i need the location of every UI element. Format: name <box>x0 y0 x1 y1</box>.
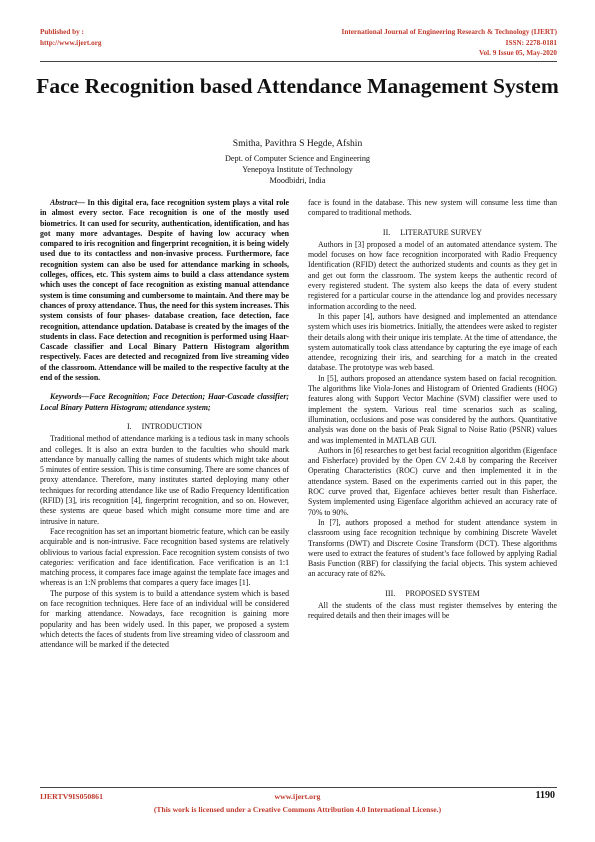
proposed-paragraph: All the students of the class must register themselves by entering the required details and then their images will be <box>308 600 557 621</box>
publisher-label: Published by : <box>40 28 84 36</box>
volume-label: Vol. 9 Issue 05, May-2020 <box>478 49 557 57</box>
license-notice: (This work is licensed under a Creative Commons Attribution 4.0 International License.) <box>153 805 442 814</box>
journal-name: International Journal of Engineering Research & Technology (IJERT) <box>341 28 557 36</box>
page-number: 1190 <box>535 790 555 801</box>
literature-paragraph: In [5], authors proposed an attendance system based on facial recognition. The algorithms like Viola-Jones and Histogram of Oriented Gradients (HOG) features along with Support Vector Machine (SVM) classifier were used to implement the system. Various real time scenarios such as scaling, illumination, occlusions and pose was considered by the authors. Quantitative analysis was done on the basis of Peak Signal to Noise Ratio (PSNR) values and was implemented in MATLAB GUI. <box>308 373 557 445</box>
literature-paragraph: Authors in [3] proposed a model of an automated attendance system. The model focuses on how face recognition incorporated with Radio Frequency Identification (RFID) detect the authorized students and counts as they get in and get out form the classroom. The system keeps the authentic record of every registered student. The system also keeps the data of every student registered for a particular course in the attendance log and provides necessary information according to the need. <box>308 239 557 311</box>
affiliation-line: Moodbidri, India <box>269 176 326 185</box>
section-heading-introduction: I. INTRODUCTION <box>126 421 203 431</box>
keywords-text: —Face Recognition; Face Detection; Haar-Cascade classifier; Local Binary Pattern Histogram; attendance system; <box>40 392 289 412</box>
keywords <box>40 392 289 413</box>
affiliation-line: Yenepoya Institute of Technology <box>242 165 353 174</box>
footer-divider <box>40 787 557 788</box>
literature-paragraph: Authors in [6] researches to get best facial recognition algorithm (Eigenface and Fisherface) provided by the Open CV 2.4.8 by comparing the Receiver Operating Characteristics (ROC) curve and then implemented it in the attendance system. Based on the experiments carried out in this paper, the ROC curve proved that, Eigenface achieves better result than Fisherface. System implemented using Eigenface algorithm achieved an accuracy rate of 70% to 90%. <box>308 445 557 517</box>
abstract <box>40 198 289 383</box>
paper-id: IJERTV9IS050861 <box>40 792 103 801</box>
footer-site-link[interactable]: www.ijert.org <box>274 792 321 801</box>
affiliation-line: Dept. of Computer Science and Engineering <box>224 154 371 163</box>
intro-continuation: face is found in the database. This new system will consume less time than compared to traditional methods. <box>308 198 557 218</box>
intro-paragraph: Face recognition has set an important biometric feature, which can be easily acquirable and is non-intrusive. Face recognition based systems are relatively oblivious to various facial expression. Face recognition system consists of two categories: verification and face identification. Face verification is an 1:1 matching process, it compares face image against the template face images and whereas is an 1:N problems that compares a query face images [1]. <box>40 526 289 588</box>
paper-title: Face Recognition based Attendance Management System <box>36 74 559 98</box>
paper-authors: Smitha, Pavithra S Hegde, Afshin <box>232 138 363 149</box>
intro-paragraph: Traditional method of attendance marking is a tedious task in many schools and colleges. It is also an extra burden to the faculties who should mark attendance by manually calling the names of students which might take about 5 minutes of entire session. This is time consuming. There are some chances of proxy attendance. Therefore, many institutes started deploying many other techniques for recording attendance like use of Radio Frequency Identification (RFID) [3], iris recognition [4], fingerprint recognition, and so on. However, these systems are queue based which might consume more time and are intrusive in nature. <box>40 434 289 526</box>
right-column <box>308 198 557 622</box>
abstract-text: — In this digital era, face recognition system plays a vital role in almost every sector. Face recognition is one of the mostly used biometrics. It can used for security, authentication, identification, and has got many more advantages. Despite of having low accuracy when compared to iris recognition and fingerprint recognition, it is being widely used due to its contactless and non-invasive process. Furthermore, face recognition system can also be used for attendance marking in schools, colleges, offices, etc. This system aims to build a class attendance system which uses the concept of face recognition as existing manual attendance system is time consuming and cumbersome to maintain. And there may be chances of proxy attendance. Thus, the need for this system increases. This system consists of four phases- database creation, face detection, face recognition, attendance updation. Database is created by the images of the students in class. Face detection and recognition is performed using Haar-Cascade classifier and Local Binary Pattern Histogram algorithm respectively. Faces are detected and recognized from live streaming video of the classroom. Attendance will be mailed to the respective faculty at the end of the session. <box>40 198 289 383</box>
section-heading-literature-survey: II. LITERATURE SURVEY <box>382 227 483 237</box>
header-right <box>342 27 557 59</box>
header-divider <box>40 61 557 62</box>
intro-paragraph: The purpose of this system is to build a attendance system which is based on face recognition techniques. Here face of an individual will be considered for marking attendance. Nowadays, face recognition is gaining more popularity and has been widely used. In this paper, we proposed a system which detects the faces of students from live streaming video of classroom and attendance will be marked if the detected <box>40 588 289 650</box>
literature-paragraph: In [7], authors proposed a method for student attendance system in classroom using face recognition technique by combining Discrete Wavelet Transforms (DWT) and Discrete Cosine Transform (DCT). These algorithms were used to extract the features of student’s face followed by applying Radial Basis Function (RBF) for classifying the facial objects. This system achieved an accuracy rate of 82%. <box>308 517 557 579</box>
journal-url-link[interactable]: http://www.ijert.org <box>40 38 102 47</box>
left-column <box>40 198 289 650</box>
issn-label: ISSN: 2278-0181 <box>505 38 557 47</box>
section-heading-proposed-system: III. PROPOSED SYSTEM <box>385 588 480 598</box>
affiliation-block <box>0 153 595 186</box>
header-left <box>40 27 101 48</box>
keywords-label: Keywords <box>50 392 82 402</box>
literature-paragraph: In this paper [4], authors have designed and implemented an attendance system which uses iris biometrics. Initially, the attendees were asked to register their details along with their unique iris template. At the time of attendance, the system automatically took class attendance by capturing the eye image of each attendee, recognizing their iris, and searching for a match in the created database. The prototype was web based. <box>308 311 557 373</box>
abstract-label: Abstract <box>50 198 78 207</box>
